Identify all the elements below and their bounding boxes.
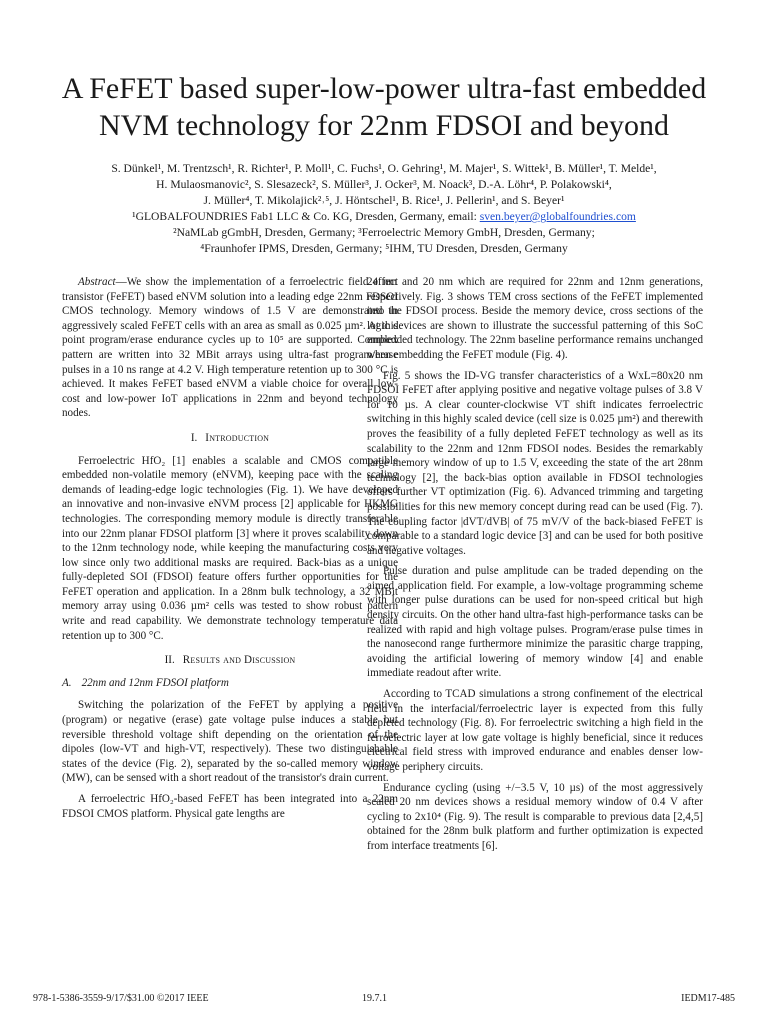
affiliation-1-text: ¹GLOBALFOUNDRIES Fab1 LLC & Co. KG, Dresden, Germany, email: xyxy=(132,210,480,223)
section-heading-results xyxy=(62,653,398,668)
title-line-2: NVM technology for 22nm FDSOI and beyond xyxy=(99,109,669,142)
author-line-3: J. Müller⁴, T. Mikolajick²˒⁵, J. Höntschel¹, B. Rice¹, J. Pellerin¹, and S. Beyer¹ xyxy=(203,194,565,207)
left-column xyxy=(62,275,398,827)
footer-section-number: 19.7.1 xyxy=(362,993,387,1004)
section-heading-introduction xyxy=(62,431,398,446)
section-number: II. xyxy=(164,654,175,667)
footer-page-id: IEDM17-485 xyxy=(681,993,735,1004)
affiliation-1 xyxy=(24,209,744,225)
section-title: Results and Discussion xyxy=(182,654,296,667)
right-paragraph-1: 24 nm and 20 nm which are required for 22nm and 12nm generations, respectively. Fig. 3 shows TEM cross sections of the FeFET implemented into the FDSOI process. Beside the memory device, cross sections of the logic devices are shown to illustrate the successful patterning of this SoC embedded technology. The 22nm baseline performance remains unchanged when embedding the FeFET module (Fig. 4). xyxy=(367,276,703,361)
right-paragraph-4: According to TCAD simulations a strong confinement of the electrical field in the interfacial/ferroelectric layer is expected from this fully depleted technology (Fig. 8). For ferroelectric switching a high field in the ferroelectric layer at low gate voltage is highly beneficial, since it reduces electrical field stress with improved endurance and enables denser low-voltage periphery circuits. xyxy=(367,688,703,773)
footer-isbn: 978-1-5386-3559-9/17/$31.00 ©2017 IEEE xyxy=(33,993,209,1004)
right-paragraph-3: Pulse duration and pulse amplitude can be traded depending on the aimed application field. For example, a low-voltage programming scheme with longer pulse durations can be used for non-speed critical but high density circuits. On the other hand ultra-fast high-performance tasks can be realized with rapid and high voltage pulses. Program/erase pulse times in the nanosecond range furthermore minimize the parasitic charge trapping, avoiding the artificial lowering of memory window [4] and enable immediate readout after write. xyxy=(367,565,703,680)
results-paragraph-1: Switching the polarization of the FeFET by applying a positive (program) or negative (erase) gate voltage pulse induces a stable but reversible threshold voltage shift depending on the orientation of the dipoles (low-VT and high-VT, respectively). These two distinguishable states of the device (Fig. 2), separated by the so-called memory window (MW), can be sensed with a short readout of the transistor's drain current. xyxy=(62,699,398,785)
contact-email-link[interactable]: sven.beyer@globalfoundries.com xyxy=(479,210,636,223)
right-paragraph-2: Fig. 5 shows the ID-VG transfer characteristics of a WxL=80x20 nm FDSOI FeFET after applying positive and negative voltage pulses of 3.8 V for 10 µs. A clear counter-clockwise VT shift indicates ferroelectric switching in this highly scaled device (cell size is 0.025 µm²) and therewith proves the feasibility of a fully depleted FeFET technology as well as its scalability to the 22nm and 12nm FDSOI nodes. Besides the remarkably large memory window of up to 1.5 V, exceeding the state of the art 28nm technology [2], the back-bias option available in FDSOI technologies offers further VT optimization (Fig. 6). Advanced trimming and targeting possibilities for this new memory concept during read can be used (Fig. 7). The coupling factor |dVT/dVB| of 75 mV/V of the back-biased FeFET is comparable to a standard logic device [3] and can be used for both positive and negative voltages. xyxy=(367,369,703,557)
subsection-number: A. xyxy=(62,676,72,689)
section-title: Introduction xyxy=(205,431,270,444)
author-line-2: H. Mulaosmanovic², S. Slesazeck², S. Müller³, J. Ocker³, M. Noack³, D.-A. Löhr⁴, P. Polakowski⁴, xyxy=(156,178,612,191)
abstract-paragraph xyxy=(62,275,398,421)
subsection-title: 22nm and 12nm FDSOI platform xyxy=(81,676,229,689)
abstract-label: Abstract xyxy=(78,276,116,288)
results-paragraph-2: A ferroelectric HfO₂-based FeFET has been integrated into a 22nm FDSOI CMOS platform. Physical gate lengths are xyxy=(62,793,398,820)
author-block xyxy=(24,161,744,257)
subsection-heading xyxy=(62,676,398,691)
right-column xyxy=(367,275,703,860)
title-line-1: A FeFET based super-low-power ultra-fast embedded xyxy=(61,72,707,105)
right-paragraph-5: Endurance cycling (using +/−3.5 V, 10 µs) of the most aggressively scaled 20 nm devices shows a residual memory window of 0.4 V after cycling to 2x10⁴ (Fig. 9). The result is comparable to previous data [2,4,5] obtained for the 28nm bulk platform and further optimization is expected from interface treatments [6]. xyxy=(367,781,703,852)
abstract-text: —We show the implementation of a ferroelectric field effect transistor (FeFET) based eNVM solution into a leading edge 22nm FDSOI CMOS technology. Memory windows of 1.5 V are demonstrated in aggressively scaled FeFET cells with an area as small as 0.025 µm². At this point program/erase endurance cycles up to 10⁵ are supported. Complex pattern are written into 32 MBit arrays using ultra-fast program/erase pulses in a 10 ns range at 4.2 V. High temperature retention up to 300 °C is achieved. It makes FeFET based eNVM a viable choice for overall low-cost and low-power IoT applications in 22nm and beyond technology nodes. xyxy=(62,276,398,420)
affiliation-3: ⁴Fraunhofer IPMS, Dresden, Germany; ⁵IHM, TU Dresden, Dresden, Germany xyxy=(200,242,568,255)
section-number: I. xyxy=(190,431,198,444)
intro-paragraph: Ferroelectric HfO₂ [1] enables a scalable and CMOS compatible embedded non-volatile memory (eNVM), keeping pace with the scaling demands of leading-edge logic technologies (Fig. 1). We have developed an innovative and non-invasive eNVM process [2] applicable for HKMG technologies. The corresponding memory module is directly transferable into our 22nm planar FDSOI platform [3] where it proves scalability down to the 12nm technology node, while keeping the manufacturing costs very low since only two additional masks are required. Back-bias as a unique fully-depleted SOI (FDSOI) feature offers further opportunities for the FeFET operation and application. In a 28nm bulk technology, a 32 MBit memory array using 0.036 µm² cells was tested to show robust pattern write and read capability. We demonstrate technology temperature data retention up to 300 °C. xyxy=(62,454,398,642)
paper-title xyxy=(24,70,744,144)
affiliation-2: ²NaMLab gGmbH, Dresden, Germany; ³Ferroelectric Memory GmbH, Dresden, Germany; xyxy=(173,226,595,239)
author-line-1: S. Dünkel¹, M. Trentzsch¹, R. Richter¹, P. Moll¹, C. Fuchs¹, O. Gehring¹, M. Majer¹, S. Wittek¹, B. Müller¹, T. Melde¹, xyxy=(111,162,657,175)
